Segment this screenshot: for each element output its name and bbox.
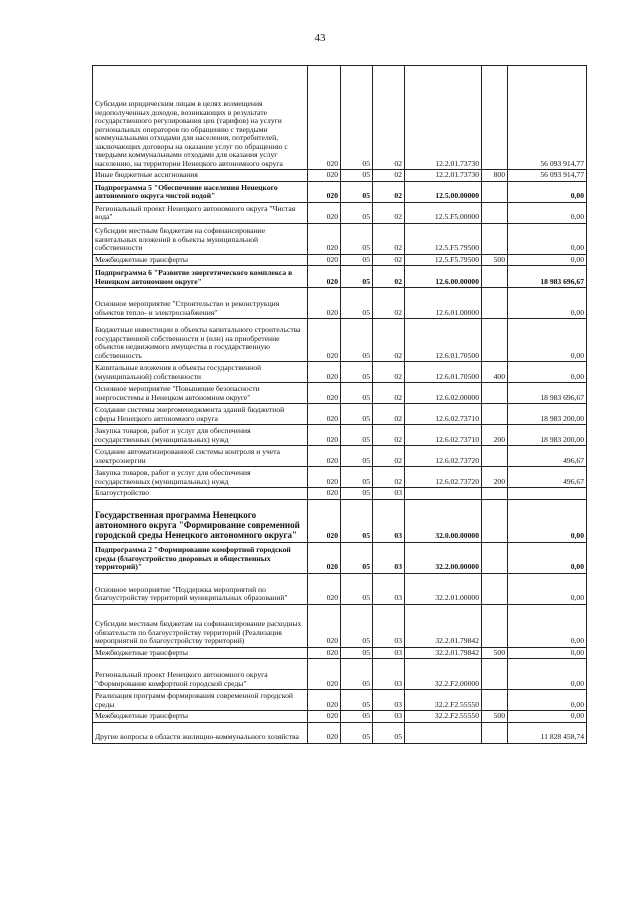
row-name: Подпрограмма 5 "Обеспечение населения Ненецкого автономного округа чистой водой": [93, 181, 308, 202]
section-code: 05: [341, 467, 373, 488]
subsection-code: 02: [373, 223, 405, 254]
section-code: 05: [341, 181, 373, 202]
amount: 0,00: [508, 499, 587, 542]
row-name: Подпрограмма 2 "Формирование комфортной городской среды (благоустройство дворовых и общественных территорий)": [93, 542, 308, 573]
subsection-code: 02: [373, 66, 405, 170]
section-code: 05: [341, 319, 373, 362]
expense-type: [482, 181, 508, 202]
ministry-code: 020: [308, 223, 341, 254]
target-article: 12.5.F5.00000: [405, 202, 482, 223]
expense-type: [482, 573, 508, 604]
subsection-code: 03: [373, 542, 405, 573]
section-code: 05: [341, 542, 373, 573]
subsection-code: 02: [373, 383, 405, 404]
section-code: 05: [341, 202, 373, 223]
ministry-code: 020: [308, 467, 341, 488]
ministry-code: 020: [308, 288, 341, 319]
target-article: 12.5.F5.79500: [405, 223, 482, 254]
row-name: Субсидии местным бюджетам на софинансирование капитальных вложений в объекты муниципальной собственности: [93, 223, 308, 254]
target-article: 32.2.01.00000: [405, 573, 482, 604]
section-code: 05: [341, 425, 373, 446]
budget-table: [92, 65, 587, 744]
table-row: [93, 722, 587, 743]
subsection-code: 02: [373, 202, 405, 223]
ministry-code: 020: [308, 404, 341, 425]
amount: 56 093 914,77: [508, 170, 587, 182]
row-name: Капитальные вложения в объекты государственной (муниципальной) собственности: [93, 362, 308, 383]
expense-type: 500: [482, 711, 508, 723]
amount: 0,00: [508, 223, 587, 254]
target-article: 32.2.01.79842: [405, 647, 482, 659]
section-code: 05: [341, 573, 373, 604]
row-name: Основное мероприятие "Строительство и реконструкция объектов тепло- и электроснабжения": [93, 288, 308, 319]
row-name: Создание автоматизированной системы контроля и учета электроэнергии: [93, 446, 308, 467]
expense-type: [482, 66, 508, 170]
table-row: [93, 425, 587, 446]
table-row: [93, 254, 587, 266]
row-name: Основное мероприятие "Повышение безопасности энергосистемы в Ненецком автономном округе": [93, 383, 308, 404]
table-row: [93, 573, 587, 604]
amount: 0,00: [508, 604, 587, 647]
table-row: [93, 170, 587, 182]
ministry-code: 020: [308, 266, 341, 288]
subsection-code: 03: [373, 573, 405, 604]
section-code: 05: [341, 404, 373, 425]
row-name: Реализация программ формирования современной городской среды: [93, 690, 308, 711]
subsection-code: 02: [373, 467, 405, 488]
ministry-code: 020: [308, 383, 341, 404]
subsection-code: 02: [373, 181, 405, 202]
table-row: [93, 362, 587, 383]
amount: 0,00: [508, 254, 587, 266]
amount: 0,00: [508, 573, 587, 604]
row-name: Создание системы энергоменеджмента зданий бюджетной сферы Ненецкого автономного округа: [93, 404, 308, 425]
row-name: Межбюджетные трансферты: [93, 647, 308, 659]
section-code: 05: [341, 288, 373, 319]
expense-type: [482, 690, 508, 711]
ministry-code: 020: [308, 647, 341, 659]
section-code: 05: [341, 499, 373, 542]
ministry-code: 020: [308, 425, 341, 446]
subsection-code: 02: [373, 446, 405, 467]
table-row: [93, 711, 587, 723]
subsection-code: 03: [373, 488, 405, 500]
expense-type: [482, 404, 508, 425]
amount: 18 983 696,67: [508, 266, 587, 288]
expense-type: [482, 223, 508, 254]
expense-type: 500: [482, 647, 508, 659]
subsection-code: 02: [373, 319, 405, 362]
amount: 0,00: [508, 202, 587, 223]
row-name: Региональный проект Ненецкого автономного округа "Чистая вода": [93, 202, 308, 223]
target-article: 12.6.02.73710: [405, 425, 482, 446]
ministry-code: 020: [308, 446, 341, 467]
expense-type: [482, 659, 508, 690]
table-row: [93, 659, 587, 690]
amount: 0,00: [508, 319, 587, 362]
target-article: 12.6.02.73720: [405, 467, 482, 488]
table-row: [93, 604, 587, 647]
amount: 496,67: [508, 446, 587, 467]
amount: 18 983 200,00: [508, 425, 587, 446]
section-code: 05: [341, 488, 373, 500]
amount: 0,00: [508, 690, 587, 711]
ministry-code: 020: [308, 573, 341, 604]
row-name: Межбюджетные трансферты: [93, 711, 308, 723]
section-code: 05: [341, 266, 373, 288]
row-name: Иные бюджетные ассигнования: [93, 170, 308, 182]
target-article: 12.6.02.73710: [405, 404, 482, 425]
ministry-code: 020: [308, 659, 341, 690]
target-article: 12.6.02.73720: [405, 446, 482, 467]
amount: 0,00: [508, 181, 587, 202]
section-code: 05: [341, 690, 373, 711]
ministry-code: 020: [308, 202, 341, 223]
ministry-code: 020: [308, 319, 341, 362]
ministry-code: 020: [308, 542, 341, 573]
amount: 11 828 458,74: [508, 722, 587, 743]
row-name: Закупка товаров, работ и услуг для обеспечения государственных (муниципальных) нужд: [93, 467, 308, 488]
section-code: 05: [341, 711, 373, 723]
target-article: 32.2.F2.55550: [405, 711, 482, 723]
table-row: [93, 404, 587, 425]
amount: 496,67: [508, 467, 587, 488]
target-article: 32.0.00.00000: [405, 499, 482, 542]
subsection-code: 02: [373, 254, 405, 266]
expense-type: [482, 319, 508, 362]
table-row: [93, 202, 587, 223]
target-article: 12.5.00.00000: [405, 181, 482, 202]
row-name: Бюджетные инвестиции в объекты капитального строительства государственной собственности и (или) на приобретение объектов недвижимого имущества в государственную собственность: [93, 319, 308, 362]
amount: 0,00: [508, 288, 587, 319]
row-name: Благоустройство: [93, 488, 308, 500]
subsection-code: 02: [373, 362, 405, 383]
target-article: 12.2.01.73730: [405, 170, 482, 182]
section-code: 05: [341, 604, 373, 647]
ministry-code: 020: [308, 711, 341, 723]
amount: 0,00: [508, 362, 587, 383]
expense-type: [482, 499, 508, 542]
table-row: [93, 499, 587, 542]
subsection-code: 02: [373, 404, 405, 425]
expense-type: 200: [482, 467, 508, 488]
expense-type: [482, 488, 508, 500]
subsection-code: 02: [373, 266, 405, 288]
target-article: 32.2.01.79842: [405, 604, 482, 647]
section-code: 05: [341, 647, 373, 659]
ministry-code: 020: [308, 499, 341, 542]
target-article: 32.2.00.00000: [405, 542, 482, 573]
ministry-code: 020: [308, 181, 341, 202]
subsection-code: 02: [373, 288, 405, 319]
amount: 18 983 696,67: [508, 383, 587, 404]
table-row: [93, 288, 587, 319]
section-code: 05: [341, 66, 373, 170]
subsection-code: 03: [373, 659, 405, 690]
section-code: 05: [341, 254, 373, 266]
amount: [508, 488, 587, 500]
table-row: [93, 66, 587, 170]
ministry-code: 020: [308, 722, 341, 743]
section-code: 05: [341, 223, 373, 254]
target-article: 12.6.02.00000: [405, 383, 482, 404]
ministry-code: 020: [308, 690, 341, 711]
ministry-code: 020: [308, 254, 341, 266]
subsection-code: 03: [373, 647, 405, 659]
table-row: [93, 542, 587, 573]
subsection-code: 03: [373, 604, 405, 647]
row-name: Государственная программа Ненецкого автономного округа "Формирование современной городской среды Ненецкого автономного округа": [93, 499, 308, 542]
table-row: [93, 181, 587, 202]
row-name: Другие вопросы в области жилищно-коммунального хозяйства: [93, 722, 308, 743]
table-row: [93, 383, 587, 404]
table-row: [93, 467, 587, 488]
table-row: [93, 690, 587, 711]
target-article: [405, 488, 482, 500]
target-article: 32.2.F2.00000: [405, 659, 482, 690]
section-code: 05: [341, 362, 373, 383]
table-row: [93, 488, 587, 500]
ministry-code: 020: [308, 604, 341, 647]
subsection-code: 03: [373, 499, 405, 542]
ministry-code: 020: [308, 488, 341, 500]
target-article: 12.2.01.73730: [405, 66, 482, 170]
expense-type: [482, 288, 508, 319]
expense-type: [482, 202, 508, 223]
ministry-code: 020: [308, 66, 341, 170]
row-name: Региональный проект Ненецкого автономного округа "Формирование комфортной городской среды": [93, 659, 308, 690]
target-article: 12.6.00.00000: [405, 266, 482, 288]
row-name: Межбюджетные трансферты: [93, 254, 308, 266]
expense-type: 800: [482, 170, 508, 182]
target-article: 32.2.F2.55550: [405, 690, 482, 711]
section-code: 05: [341, 170, 373, 182]
target-article: 12.6.01.00000: [405, 288, 482, 319]
expense-type: [482, 604, 508, 647]
page-number: 43: [314, 32, 326, 44]
row-name: Основное мероприятие "Поддержка мероприятий по благоустройству территорий муниципальных образований": [93, 573, 308, 604]
expense-type: [482, 383, 508, 404]
section-code: 05: [341, 446, 373, 467]
row-name: Подпрограмма 6 "Развитие энергетического комплекса в Ненецком автономном округе": [93, 266, 308, 288]
table-row: [93, 266, 587, 288]
subsection-code: 03: [373, 690, 405, 711]
subsection-code: 03: [373, 711, 405, 723]
expense-type: 200: [482, 425, 508, 446]
target-article: 12.6.01.70500: [405, 319, 482, 362]
section-code: 05: [341, 722, 373, 743]
target-article: 12.6.01.70500: [405, 362, 482, 383]
amount: 0,00: [508, 647, 587, 659]
amount: 56 093 914,77: [508, 66, 587, 170]
section-code: 05: [341, 659, 373, 690]
table-row: [93, 223, 587, 254]
ministry-code: 020: [308, 362, 341, 383]
subsection-code: 02: [373, 425, 405, 446]
expense-type: [482, 446, 508, 467]
amount: 0,00: [508, 659, 587, 690]
expense-type: [482, 266, 508, 288]
subsection-code: 05: [373, 722, 405, 743]
subsection-code: 02: [373, 170, 405, 182]
table-row: [93, 446, 587, 467]
table-row: [93, 647, 587, 659]
amount: 18 983 200,00: [508, 404, 587, 425]
target-article: [405, 722, 482, 743]
row-name: Субсидии юридическим лицам в целях возмещения недополученных доходов, возникающих в результате государственного регулирования цен (тарифов) на услуги региональных операторов по обращению с твердыми коммунальными отходами для населения, потребителей, заключающих договоры на оказание услуг по обращению с твердыми коммунальными отходами для оказания услуг населению, на территории Ненецкого автономного округа: [93, 66, 308, 170]
table-row: [93, 319, 587, 362]
expense-type: [482, 722, 508, 743]
expense-type: 500: [482, 254, 508, 266]
amount: 0,00: [508, 711, 587, 723]
ministry-code: 020: [308, 170, 341, 182]
amount: 0,00: [508, 542, 587, 573]
expense-type: 400: [482, 362, 508, 383]
row-name: Закупка товаров, работ и услуг для обеспечения государственных (муниципальных) нужд: [93, 425, 308, 446]
expense-type: [482, 542, 508, 573]
row-name: Субсидии местным бюджетам на софинансирование расходных обязательств по благоустройству территорий (Реализация мероприятий по благоустройству территорий): [93, 604, 308, 647]
section-code: 05: [341, 383, 373, 404]
target-article: 12.5.F5.79500: [405, 254, 482, 266]
